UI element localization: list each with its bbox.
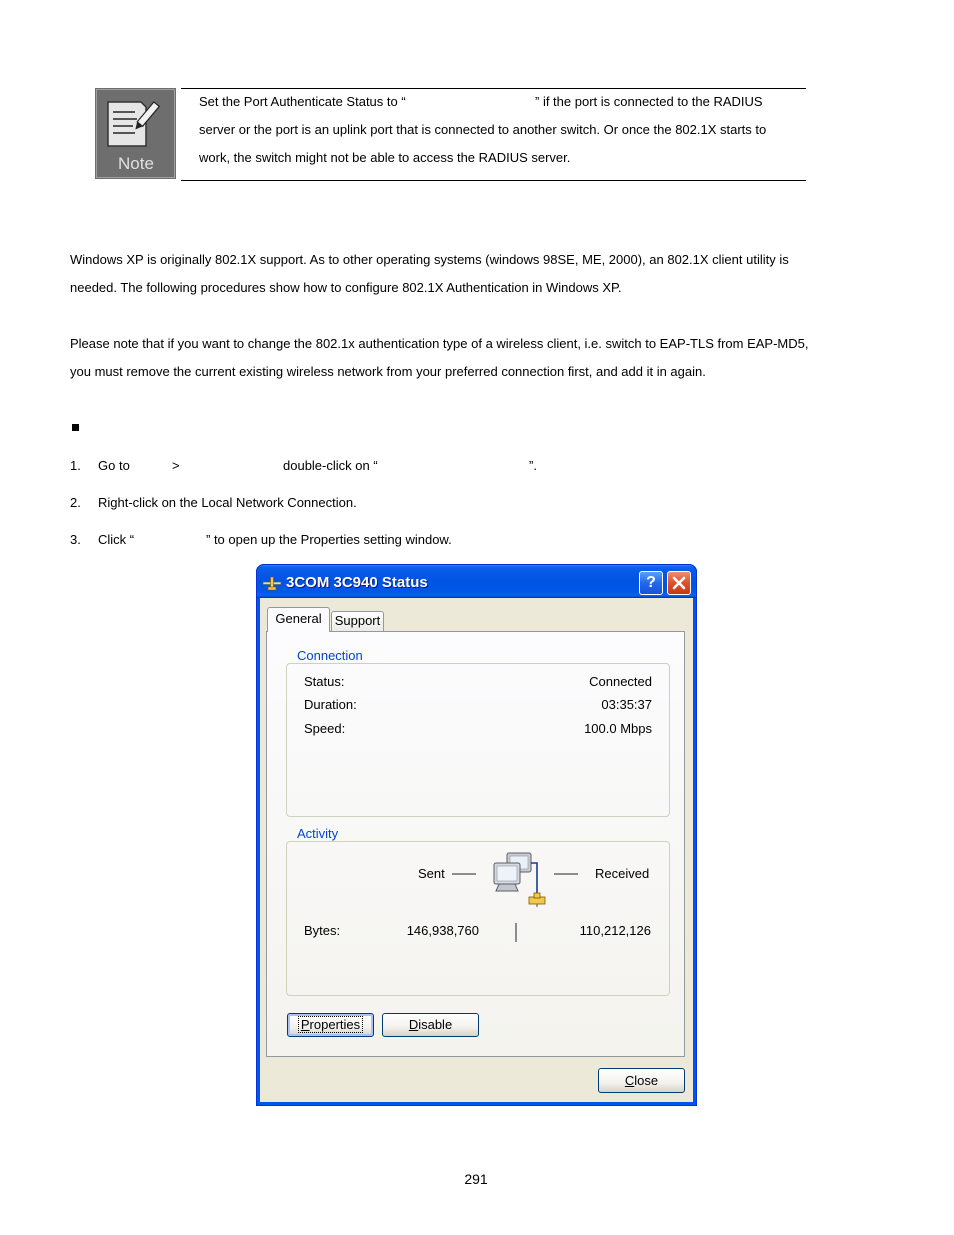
step1-part2: > — [172, 458, 180, 473]
speed-label: Speed: — [304, 721, 346, 736]
note-icon-label: Note — [118, 154, 154, 173]
sent-line — [452, 873, 476, 875]
page-number: 291 — [464, 1171, 488, 1187]
step2-text: Right-click on the Local Network Connection. — [98, 495, 357, 510]
properties-focus-rect — [299, 1017, 362, 1032]
step1-part3: double-click on “ — [283, 458, 378, 473]
intro-line2: needed. The following procedures show how to configure 802.1X Authentication in Windows XP. — [70, 280, 622, 295]
close-icon — [672, 576, 686, 590]
connection-legend: Connection — [297, 648, 363, 663]
step3-part1: Click “ — [98, 532, 135, 547]
step3-number: 3. — [70, 532, 81, 547]
note-icon — [95, 88, 176, 179]
bytes-sent-value: 146,938,760 — [406, 923, 479, 938]
bytes-received-value: 110,212,126 — [579, 923, 651, 938]
note-line1-start: Set the Port Authenticate Status to “ — [199, 94, 406, 109]
duration-label: Duration: — [304, 697, 357, 712]
note-line1-end: ” if the port is connected to the RADIUS — [535, 94, 763, 109]
remark-line1: Please note that if you want to change the 802.1x authentication type of a wireless client, i.e. switch to EAP-TLS from EAP-MD5, — [70, 336, 809, 351]
activity-legend: Activity — [297, 826, 339, 841]
step3-part2: ” to open up the Properties setting window. — [206, 532, 452, 547]
disable-button-label: Disable — [408, 1017, 453, 1032]
network-computers-icon — [491, 851, 549, 911]
tab-panel-general — [266, 631, 685, 1057]
dialog-client-area — [260, 598, 693, 1102]
sent-label: Sent — [418, 866, 445, 881]
help-button[interactable]: ? — [639, 571, 663, 595]
bytes-label: Bytes: — [304, 923, 341, 938]
step1-part1: Go to — [98, 458, 130, 473]
speed-value: 100.0 Mbps — [584, 721, 652, 736]
window-close-button[interactable] — [667, 571, 691, 595]
step2-number: 2. — [70, 495, 81, 510]
remark-line2: you must remove the current existing wireless network from your preferred connection first, and add it in again. — [70, 364, 706, 379]
dialog-title: 3COM 3C940 Status — [286, 574, 428, 591]
tab-support[interactable]: Support — [331, 611, 384, 631]
close-button[interactable] — [598, 1068, 685, 1093]
note-bottom-rule — [181, 180, 806, 181]
tab-general[interactable]: General — [267, 607, 330, 632]
activity-group — [286, 841, 670, 996]
received-line — [554, 873, 578, 875]
status-dialog-window — [256, 564, 697, 1106]
intro-line1: Windows XP is originally 802.1X support. As to other operating systems (windows 98SE, ME, 2000), an 802.1X client utility is — [70, 252, 789, 267]
properties-button[interactable] — [287, 1013, 374, 1037]
properties-button-label: Properties — [300, 1017, 361, 1032]
duration-value: 03:35:37 — [601, 697, 652, 712]
bytes-separator — [515, 923, 517, 942]
note-line2: server or the port is an uplink port that is connected to another switch. Or once the 802.1X starts to — [199, 122, 767, 137]
dialog-title-bar[interactable] — [256, 564, 697, 598]
status-label: Status: — [304, 674, 345, 689]
network-connection-icon — [262, 573, 282, 593]
note-top-rule — [181, 88, 806, 89]
step1-number: 1. — [70, 458, 81, 473]
disable-button[interactable] — [382, 1013, 479, 1037]
received-label: Received — [595, 866, 650, 881]
status-value: Connected — [589, 674, 652, 689]
close-button-label: Close — [624, 1073, 659, 1088]
step1-part4: ”. — [529, 458, 537, 473]
bullet-icon — [72, 424, 79, 431]
note-line3: work, the switch might not be able to access the RADIUS server. — [199, 150, 571, 165]
